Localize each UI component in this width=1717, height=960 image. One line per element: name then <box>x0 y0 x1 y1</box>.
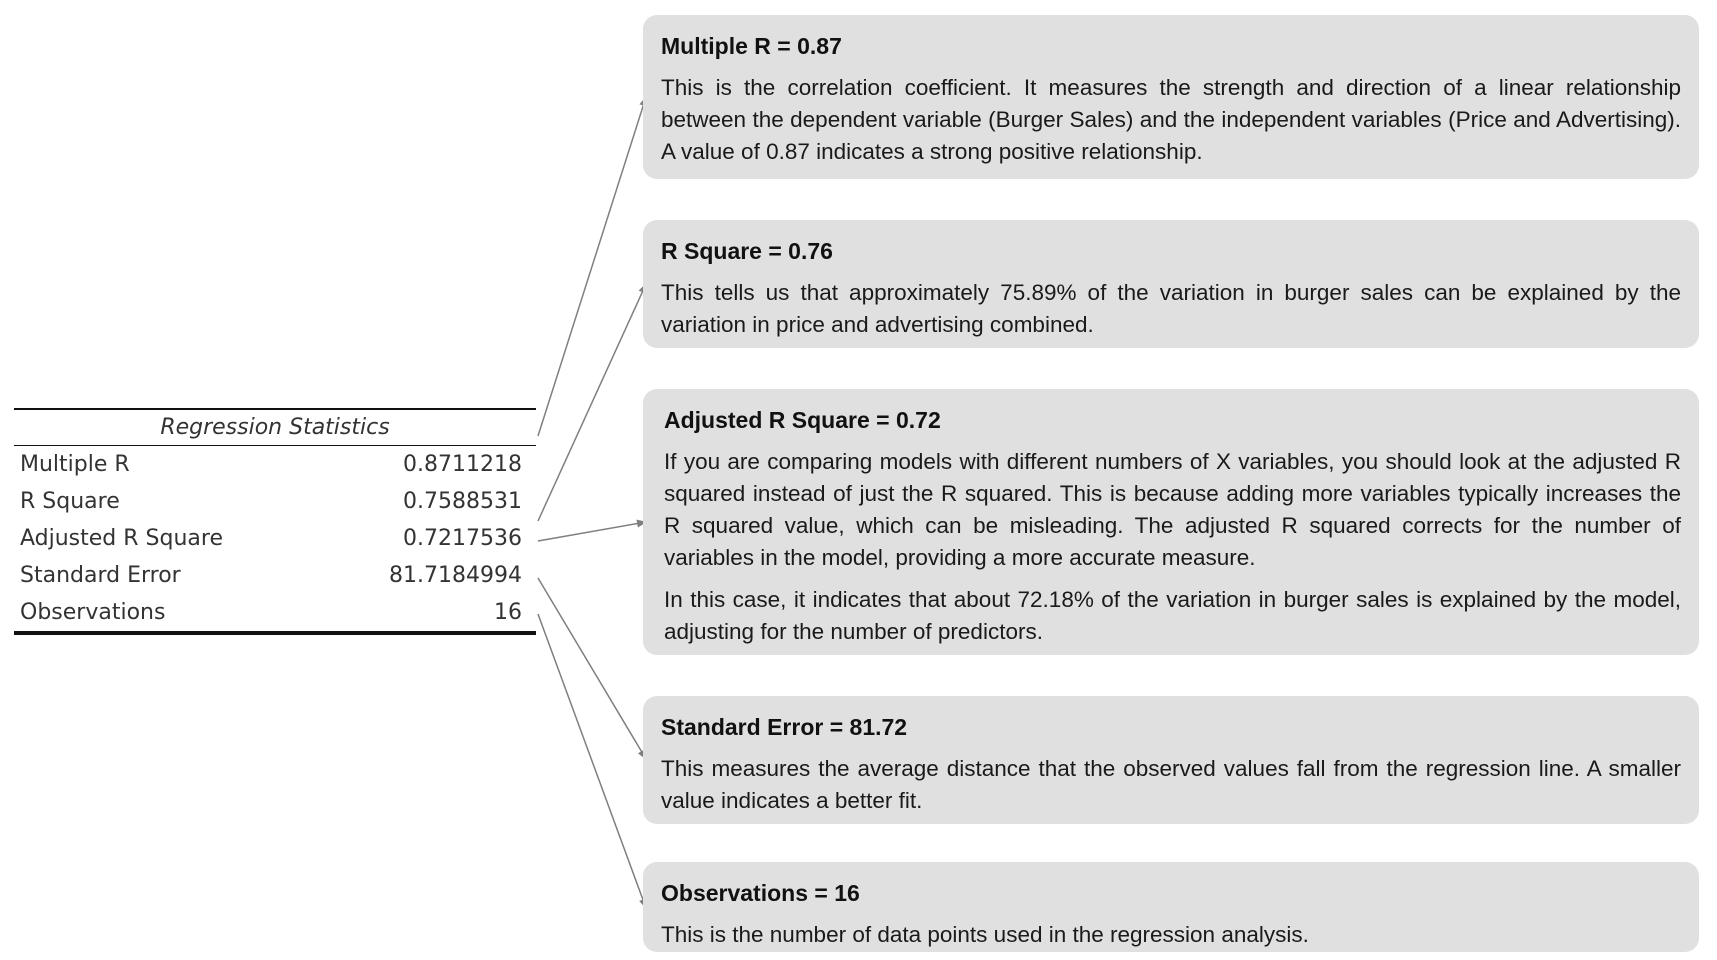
explanation-box-observations <box>643 862 1699 952</box>
row-value: 0.7588531 <box>403 489 522 514</box>
explanation-box-r-square <box>643 220 1699 348</box>
explanation-box-standard-error <box>643 696 1699 824</box>
box-paragraph: This is the correlation coefficient. It measures the strength and direction of a linear relationship between the dependent variable (Burger Sales) and the independent variables (Price and Advertising). A value of 0.87 indicates a strong positive relationship. <box>661 75 1681 164</box>
row-value: 16 <box>324 594 536 633</box>
box-paragraph: This measures the average distance that the observed values fall from the regression line. A smaller value indicates a better fit. <box>661 756 1681 813</box>
arrow-multiple-r <box>538 97 646 436</box>
arrow-adjusted-r-square <box>538 522 646 541</box>
explanation-box-adjusted-r-square <box>643 389 1699 655</box>
table-header: Regression Statistics <box>14 409 536 446</box>
box-paragraph: If you are comparing models with different numbers of X variables, you should look at the adjusted R squared instead of just the R squared. This is because adding more variables typically increases the R squared value, which can be misleading. The adjusted R squared corrects for the number of variables in the model, providing a more accurate measure. <box>664 449 1681 570</box>
row-label: Standard Error <box>20 563 181 588</box>
row-label: Adjusted R Square <box>20 526 223 551</box>
box-title: Standard Error = 81.72 <box>661 714 908 740</box>
arrow-r-square <box>538 284 646 521</box>
box-title: Observations = 16 <box>661 880 860 906</box>
box-paragraph: In this case, it indicates that about 72.18% of the variation in burger sales is explained by the model, adjusting for the number of predictors. <box>664 587 1681 644</box>
row-label: Multiple R <box>20 452 130 477</box>
box-paragraph: This tells us that approximately 75.89% of the variation in burger sales can be explained by the variation in price and advertising combined. <box>661 280 1681 337</box>
row-label: Observations <box>14 594 324 633</box>
explanation-box-multiple-r <box>643 15 1699 179</box>
row-value: 81.7184994 <box>389 563 522 588</box>
row-label: R Square <box>20 489 120 514</box>
arrow-standard-error <box>538 578 646 759</box>
row-value: 0.8711218 <box>403 452 522 477</box>
box-title: Adjusted R Square = 0.72 <box>664 407 941 433</box>
box-paragraph: This is the number of data points used in the regression analysis. <box>661 922 1309 947</box>
box-title: Multiple R = 0.87 <box>661 33 842 59</box>
box-title: R Square = 0.76 <box>661 238 833 264</box>
arrow-observations <box>538 614 646 908</box>
row-value: 0.7217536 <box>403 526 522 551</box>
